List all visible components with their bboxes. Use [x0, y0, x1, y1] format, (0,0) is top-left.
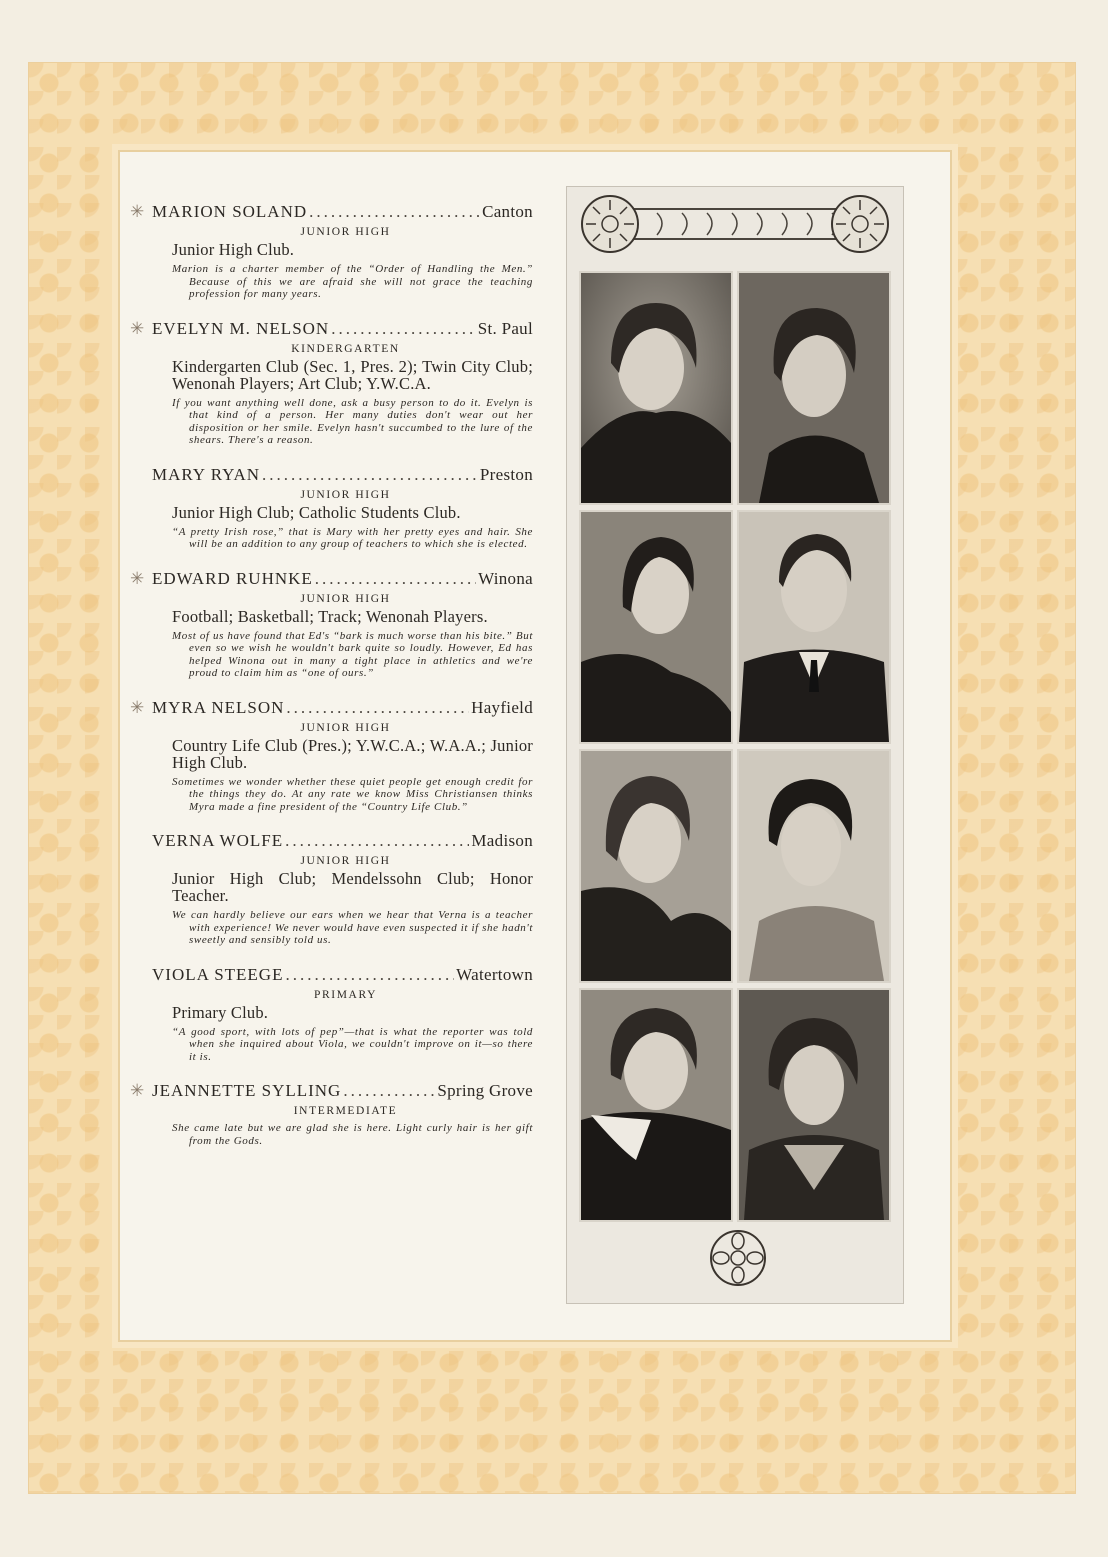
leader-dots — [285, 831, 469, 851]
entry-heading — [128, 831, 533, 851]
entry-heading — [128, 965, 533, 985]
activities: Junior High Club; Catholic Students Club. — [172, 502, 461, 522]
scroll-ornament-icon — [577, 191, 893, 257]
entry-heading — [128, 202, 533, 222]
portrait-photo — [737, 749, 891, 983]
department: JUNIOR HIGH — [300, 226, 391, 238]
student-entry — [128, 1081, 533, 1147]
portrait-photo — [579, 749, 733, 983]
student-name: EVELYN M. NELSON — [152, 318, 330, 338]
student-entry — [128, 569, 533, 680]
portrait-photo — [737, 988, 891, 1222]
portrait-photo — [579, 988, 733, 1222]
entry-heading — [128, 698, 533, 718]
description: “A pretty Irish rose,” that is Mary with her pretty eyes and hair. She will be an addition to any group of teachers to which she is elected. — [172, 525, 533, 550]
portrait-photo — [579, 271, 733, 505]
entry-heading — [128, 1081, 533, 1101]
student-entry — [128, 465, 533, 551]
activities: Country Life Club (Pres.); Y.W.C.A.; W.A.A.; Junior High Club. — [172, 735, 533, 772]
hometown: Canton — [482, 202, 533, 221]
department: JUNIOR HIGH — [300, 488, 391, 501]
asterisk-icon: ✳ — [130, 1081, 146, 1100]
leader-dots — [285, 965, 454, 985]
hometown: Spring Grove — [437, 1081, 533, 1100]
student-entry — [128, 831, 533, 947]
description: Most of us have found that Ed's “bark is much worse than his bite.” But even so we wish he wouldn't bark quite so loudly. However, Ed has helped Winona out in many a tight place in athletics and we're proud to claim him as “one of ours.” — [172, 629, 533, 679]
activities: Primary Club. — [172, 1002, 269, 1022]
department: JUNIOR HIGH — [300, 855, 391, 867]
student-entry — [128, 319, 533, 447]
hometown: Watertown — [456, 964, 533, 984]
description: If you want anything well done, ask a busy person to do it. Evelyn is that kind of a person. Her many duties don't wear out her disposition or her smile. Evelyn hasn't succumbed to the lure of the shears. There's a reason. — [172, 396, 533, 446]
department: PRIMARY — [314, 988, 377, 1001]
photo-panel — [566, 186, 904, 1304]
leader-dots — [262, 465, 478, 485]
student-name: VERNA WOLFE — [152, 831, 284, 850]
department: INTERMEDIATE — [293, 1105, 398, 1117]
description: Sometimes we wonder whether these quiet people get enough credit for the things they do. At any rate we know Miss Christiansen thinks Myra made a fine president of the “Country Life Club.” — [172, 775, 533, 813]
activities: Junior High Club; Mendelssohn Club; Honor Teacher. — [172, 869, 533, 905]
entries-column — [128, 202, 533, 1165]
leader-dots — [286, 698, 469, 718]
asterisk-icon: ✳ — [130, 697, 146, 717]
description: She came late but we are glad she is here. Light curly hair is her gift from the Gods. — [172, 1122, 533, 1147]
leader-dots — [331, 319, 475, 339]
student-name: JEANNETTE SYLLING — [152, 1081, 342, 1100]
hometown: Preston — [479, 464, 533, 484]
asterisk-icon: ✳ — [130, 568, 146, 588]
description: We can hardly believe our ears when we hear that Verna is a teacher with experience! We never would have even suspected it if she hadn't sweetly and sensibly told us. — [172, 909, 533, 946]
activities: Kindergarten Club (Sec. 1, Pres. 2); Twin City Club; Wenonah Players; Art Club; Y.W.C.A. — [172, 356, 533, 393]
hometown: Madison — [471, 831, 533, 850]
rosette-ornament-icon — [707, 1227, 769, 1289]
department: KINDERGARTEN — [291, 342, 400, 355]
department: JUNIOR HIGH — [300, 721, 391, 734]
leader-dots — [309, 202, 480, 222]
hometown: Hayfield — [471, 697, 533, 717]
activities: Football; Basketball; Track; Wenonah Players. — [172, 606, 488, 626]
student-name: EDWARD RUHNKE — [152, 568, 313, 588]
entry-heading — [128, 319, 533, 339]
student-name: MARION SOLAND — [152, 202, 308, 221]
asterisk-icon: ✳ — [130, 318, 146, 338]
activities: Junior High Club. — [172, 240, 295, 259]
portrait-photo — [737, 271, 891, 505]
entry-heading — [128, 569, 533, 589]
student-entry — [128, 965, 533, 1064]
hometown: Winona — [478, 568, 533, 588]
student-entry — [128, 202, 533, 301]
student-name: MYRA NELSON — [152, 697, 285, 717]
description: “A good sport, with lots of pep”—that is what the reporter was told when she inquired about Viola, we couldn't improve on it—so there it is. — [172, 1025, 533, 1063]
department: JUNIOR HIGH — [300, 592, 391, 605]
description: Marion is a charter member of the “Order of Handling the Men.” Because of this we are afraid she will not grace the teaching profession for many years. — [172, 263, 533, 300]
student-entry — [128, 698, 533, 814]
hometown: St. Paul — [477, 318, 533, 338]
portrait-photo — [737, 510, 891, 744]
asterisk-icon: ✳ — [130, 202, 146, 221]
portrait-photo — [579, 510, 733, 744]
entry-heading — [128, 465, 533, 485]
leader-dots — [315, 569, 476, 589]
student-name: MARY RYAN — [152, 464, 261, 484]
student-name: VIOLA STEEGE — [152, 964, 284, 984]
leader-dots — [343, 1081, 435, 1101]
